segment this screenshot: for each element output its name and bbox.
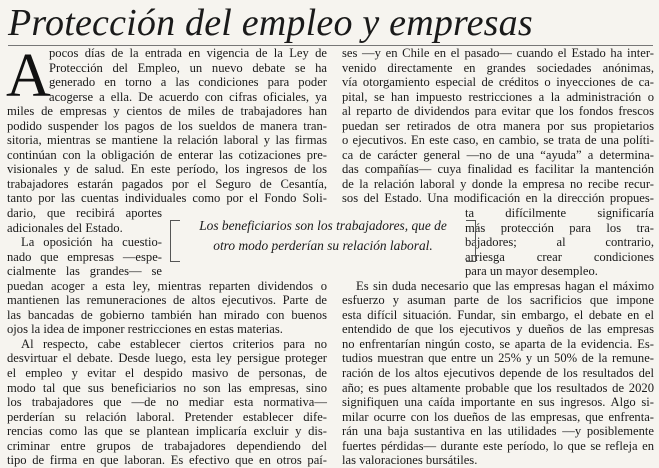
text-line: las bancadas de gobierno también han mirado con buenos (7, 307, 327, 322)
text-line: arriesga crear condiciones (465, 249, 654, 264)
text-line: de la relación laboral y donde la empresa no recibe recur- (342, 176, 654, 191)
text-line: trabajadores estarán pagados por el Seguro de Cesantía, (7, 176, 327, 191)
text-line: fuertes pérdidas— durante este período, lo que se refleja en (342, 438, 654, 453)
text-line: o ejecutivos. En este caso, en cambio, se trata de una políti- (342, 133, 654, 148)
text-line: Al respecto, cabe establecer ciertos criterios para no (21, 336, 327, 351)
text-line: año; es pues altamente probable que los resultados de 2020 (342, 380, 654, 395)
text-line: cialmente las grandes— se (7, 264, 162, 279)
pullquote (170, 216, 476, 256)
text-line: las valoraciones bursátiles. (342, 453, 478, 468)
text-line: generado en torno a las condiciones para poder (49, 75, 327, 90)
text-line: más protección para los tra- (465, 220, 654, 235)
text-line: signifiquen una caída importante en sus ingresos. Algo si- (342, 395, 654, 410)
text-line: dario, que recibirá aportes (7, 206, 162, 221)
text-line: ses —y en Chile en el pasado— cuando el Estado ha inter- (342, 46, 654, 60)
text-line: adicionales del Estado. (7, 220, 123, 235)
text-line: los trabajadores que —de no mediar esta normativa— (7, 395, 327, 410)
text-line: La oposición ha cuestio- (21, 235, 162, 250)
text-line: tudios muestran que entre un 25% y un 50% de la remune- (342, 351, 654, 366)
text-line: entendido de que los ejecutivos y dueños de las empresas (342, 322, 654, 337)
pullquote-line: Los beneficiarios son los trabajadores, que de (199, 218, 447, 233)
text-line: milar ocurre con los dueños de las empresas, que enfrenta- (342, 409, 654, 424)
text-line: bajadores; al contrario, (465, 235, 654, 250)
text-line: ración de los altos ejecutivos depende de los resultados del (342, 366, 654, 381)
text-line: criminar entre grupos de trabajadores dependiendo del (7, 438, 327, 453)
drop-cap: A (6, 42, 51, 110)
text-line: sos del Estado. Una modificación en la dirección propues- (342, 191, 654, 206)
text-line: puedan acoger a esta ley, mientras reparten dividendos o (7, 278, 327, 293)
text-line: el empleo y evitar el despido masivo de personas, de (7, 366, 327, 381)
text-line: desvirtuar el debate. Desde luego, esta ley persigue proteger (7, 351, 327, 366)
text-line: nado que empresas —espe- (7, 249, 162, 264)
text-line: continúan con la obligación de enterar las cotizaciones pre- (7, 147, 327, 162)
text-line: ca de carácter general —no de una “ayuda” a determina- (342, 147, 654, 162)
text-line: acogerse a ella. De acuerdo con cifras oficiales, ya (49, 89, 327, 104)
text-line: Es sin duda necesario que las empresas hagan el máximo (356, 278, 654, 293)
article-headline: Protección del empleo y empresas (8, 2, 533, 44)
text-line: sitoria, mientras se mantiene la relación laboral y las firmas (7, 133, 327, 148)
text-line: das compañías— cuya finalidad es facilitar la mantención (342, 162, 654, 177)
text-line: pocos días de la entrada en vigencia de la Ley de (49, 46, 327, 60)
pullquote-line: otro modo perderían su relación laboral. (213, 238, 433, 253)
text-line: rencias como las que se plantean implicaría excluir y dis- (7, 424, 327, 439)
text-line: venido directamente en grandes sociedades anónimas, (342, 60, 654, 75)
text-line: Protección del Empleo, un nuevo debate se ha (49, 60, 327, 75)
text-line: esta difícil situación. Fundar, sin embargo, el debate en el (342, 307, 654, 322)
text-line: perderían su relación laboral. Pretender establecer dife- (7, 409, 327, 424)
text-line: ojos la idea de imponer restricciones en estas materias. (7, 322, 283, 337)
text-line: mantienen las remuneraciones de altos ejecutivos. Parte de (7, 293, 327, 308)
text-line: pital, se han impuesto restricciones a la administración o (342, 89, 654, 104)
text-line: ta difícilmente significaría (465, 206, 654, 221)
text-line: podido suspender los pagos de los sueldos de manera tran- (7, 118, 327, 133)
left-column (6, 42, 327, 468)
right-column (342, 46, 654, 468)
text-line: visionales y de salud. En este período, los ingresos de los (7, 162, 327, 177)
text-line: vía otorgamiento especial de créditos o inyecciones de ca- (342, 75, 654, 90)
text-line: para un mayor desempleo. (465, 264, 598, 279)
text-line: modo tal que sus beneficiarios no son las empresas, sino (7, 380, 327, 395)
text-line: tipo de firma en que laboran. Es efectivo que en otros paí- (7, 453, 327, 468)
text-line: esfuerzo y asuman parte de los sacrificios que impone (342, 293, 654, 308)
text-line: rán una baja sustantiva en las utilidades —y posiblemente (342, 424, 654, 439)
text-line: tanto por las cuentas individuales como por el Fondo Soli- (7, 191, 327, 206)
text-line: no enfrentarían ningún costo, se aparta de la evidencia. Es- (342, 336, 654, 351)
text-line: miles de empresas y cientos de miles de trabajadores han (7, 104, 327, 119)
text-line: al reparto de dividendos para evitar que los fondos frescos (342, 104, 654, 119)
text-line: puedan ser retirados de otra manera por sus propietarios (342, 118, 654, 133)
